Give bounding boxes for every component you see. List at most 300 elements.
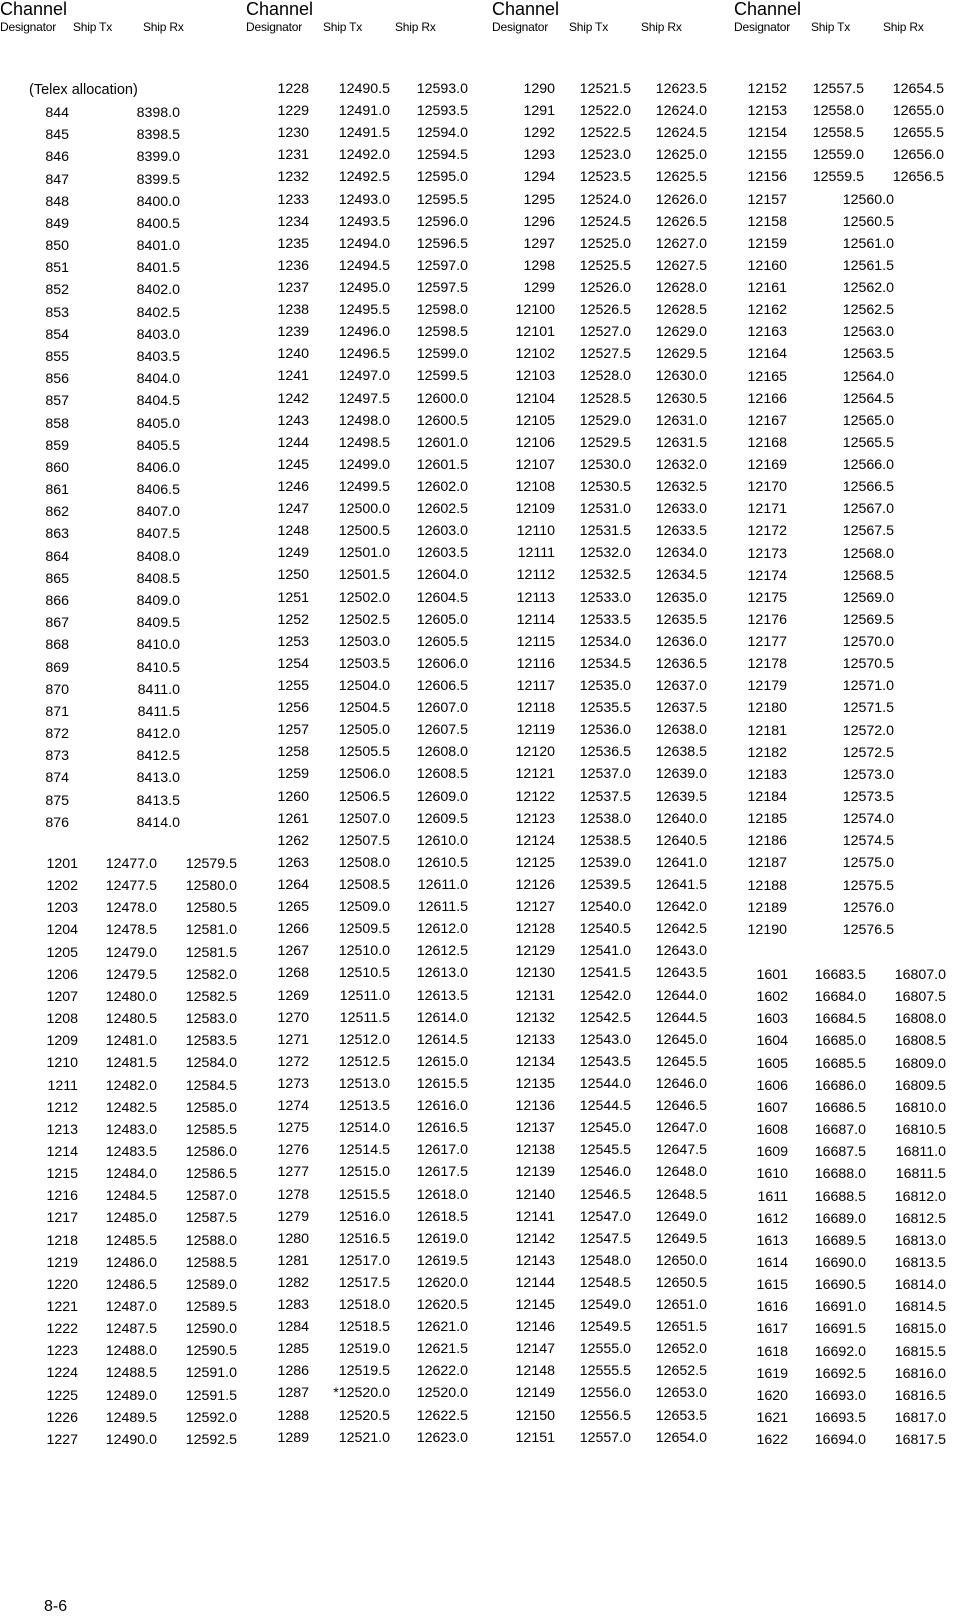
channel-designator: 1284 (277, 1319, 309, 1336)
ship-tx-frequency: 12479.5 (105, 966, 157, 983)
ship-rx-frequency: 12637.5 (655, 700, 707, 717)
ship-tx-frequency: 12510.5 (338, 965, 390, 982)
ship-rx-frequency: 12588.5 (185, 1254, 237, 1271)
ship-tx-frequency: 12564.0 (842, 368, 894, 385)
table-row (0, 545, 978, 567)
ship-tx-frequency: 8405.5 (136, 437, 180, 454)
ship-rx-frequency: 12588.0 (185, 1232, 237, 1249)
channel-designator: 1222 (46, 1321, 78, 1338)
table-row (0, 124, 978, 146)
table-row (0, 655, 978, 677)
ship-rx-frequency: 16815.5 (894, 1343, 946, 1360)
ship-tx-frequency: 12513.5 (338, 1098, 390, 1115)
ship-tx-frequency: 12493.0 (338, 191, 390, 208)
channel-designator: 12166 (747, 390, 787, 407)
ship-rx-frequency: 12630.0 (655, 368, 707, 385)
ship-rx-frequency: 12628.5 (655, 302, 707, 319)
ship-tx-frequency: 12533.0 (579, 589, 631, 606)
ship-tx-frequency: 12561.5 (842, 257, 894, 274)
ship-tx-frequency: 12570.5 (842, 656, 894, 673)
channel-designator: 1227 (46, 1431, 78, 1448)
column-header-2 (246, 0, 436, 34)
ship-tx-frequency: 12502.5 (338, 611, 390, 628)
channel-designator: 12155 (747, 147, 787, 164)
ship-rx-frequency: 12601.5 (416, 456, 468, 473)
channel-designator: 1274 (277, 1098, 309, 1115)
ship-rx-frequency: 12597.5 (416, 279, 468, 296)
table-row (0, 146, 978, 168)
ship-rx-frequency: 12591.5 (185, 1387, 237, 1404)
ship-rx-frequency: 12595.0 (416, 169, 468, 186)
channel-designator: 864 (45, 548, 69, 565)
ship-tx-frequency: 12555.5 (579, 1363, 631, 1380)
channel-designator: 1241 (277, 368, 309, 385)
ship-rx-frequency: 12600.0 (416, 390, 468, 407)
table-row (0, 235, 978, 257)
ship-rx-frequency: 12649.0 (655, 1208, 707, 1225)
channel-designator: 12104 (515, 390, 555, 407)
ship-tx-frequency: 8399.0 (136, 149, 180, 166)
ship-rx-frequency: 12612.5 (416, 943, 468, 960)
ship-tx-frequency: 12527.5 (579, 346, 631, 363)
ship-rx-frequency: 12620.5 (416, 1297, 468, 1314)
ship-rx-frequency: 12594.5 (416, 147, 468, 164)
ship-rx-frequency: 12579.5 (185, 856, 237, 872)
channel-designator: 1609 (756, 1144, 788, 1161)
channel-designator: 851 (45, 260, 69, 277)
ship-rx-frequency: 12626.0 (655, 191, 707, 208)
channel-designator: 876 (45, 814, 69, 831)
ship-rx-frequency: 12581.5 (185, 944, 237, 961)
ship-tx-frequency: 12537.0 (579, 766, 631, 783)
channel-designator: 863 (45, 526, 69, 543)
channel-designator: 12165 (747, 368, 787, 385)
channel-designator: 1252 (277, 611, 309, 628)
ship-rx-frequency: 12639.5 (655, 788, 707, 805)
ship-tx-frequency: 12534.5 (579, 655, 631, 672)
channel-designator: 1297 (523, 235, 555, 252)
table-row (0, 1032, 978, 1054)
ship-tx-frequency: 12557.0 (579, 1429, 631, 1446)
ship-tx-frequency: 12537.5 (579, 788, 631, 805)
channel-designator: 1282 (277, 1274, 309, 1291)
table-row (0, 1143, 978, 1165)
channel-designator: 12119 (516, 722, 555, 739)
ship-tx-frequency: 12576.0 (842, 899, 894, 916)
ship-rx-frequency: 12624.5 (655, 125, 707, 142)
ship-rx-frequency: 12640.5 (655, 832, 707, 849)
ship-rx-frequency: 12611.5 (417, 899, 468, 916)
channel-designator: 12101 (515, 324, 555, 341)
ship-rx-frequency: 12631.0 (655, 412, 707, 429)
ship-tx-frequency: 12501.5 (338, 567, 390, 584)
channel-designator: 1253 (277, 633, 309, 650)
channel-designator: 12158 (747, 213, 787, 230)
ship-tx-frequency: 12514.5 (338, 1142, 390, 1159)
ship-tx-frequency: 16688.5 (814, 1188, 866, 1205)
channel-designator: 1280 (277, 1230, 309, 1247)
channel-designator: 1250 (277, 567, 309, 584)
ship-tx-frequency: 12534.0 (579, 633, 631, 650)
channel-designator: 12128 (515, 921, 555, 938)
ship-rx-frequency: 12582.0 (185, 966, 237, 983)
ship-tx-frequency: 12508.5 (338, 876, 390, 893)
ship-tx-frequency: 16691.0 (814, 1299, 866, 1316)
header-ship-rx: Ship Rx (395, 20, 436, 34)
channel-designator: 1224 (46, 1365, 78, 1382)
ship-tx-frequency: 12499.5 (338, 478, 390, 495)
ship-tx-frequency: 12563.0 (842, 324, 894, 341)
channel-designator: 1275 (277, 1120, 309, 1137)
ship-tx-frequency: 12558.5 (812, 125, 864, 142)
ship-rx-frequency: 12589.5 (185, 1299, 237, 1315)
ship-tx-frequency: 8401.5 (136, 260, 180, 277)
table-row (0, 522, 978, 544)
ship-tx-frequency: 8402.5 (136, 304, 180, 321)
ship-tx-frequency: 12525.0 (579, 235, 631, 252)
ship-rx-frequency: 12646.0 (655, 1075, 707, 1092)
ship-tx-frequency: 12571.5 (842, 700, 894, 717)
ship-rx-frequency: 16815.0 (894, 1321, 946, 1338)
table-row (0, 80, 978, 102)
ship-rx-frequency: 16808.0 (894, 1011, 946, 1028)
ship-tx-frequency: 12530.0 (579, 456, 631, 473)
channel-designator: 12170 (747, 479, 787, 496)
ship-tx-frequency: 12493.5 (338, 213, 390, 230)
channel-designator: 846 (45, 149, 69, 166)
channel-designator: 1602 (756, 989, 788, 1006)
channel-designator: 1228 (277, 81, 309, 97)
table-row (0, 412, 978, 434)
channel-designator: 1255 (277, 677, 309, 694)
ship-rx-frequency: 12605.0 (416, 611, 468, 628)
channel-designator: 1291 (523, 103, 555, 120)
ship-rx-frequency: 12625.5 (655, 169, 707, 186)
table-row (0, 1165, 978, 1187)
ship-rx-frequency: 12641.0 (655, 854, 707, 871)
ship-tx-frequency: 8414.0 (136, 814, 180, 831)
channel-designator: 874 (45, 770, 69, 787)
ship-tx-frequency: 12508.0 (338, 854, 390, 871)
channel-designator: 12112 (516, 567, 555, 584)
channel-designator: 12169 (747, 457, 787, 474)
channel-designator: 867 (45, 615, 69, 632)
ship-tx-frequency: 8410.5 (136, 659, 180, 676)
ship-rx-frequency: 12634.5 (655, 567, 707, 584)
channel-designator: 1218 (46, 1232, 78, 1249)
ship-rx-frequency: 12615.0 (416, 1053, 468, 1070)
ship-tx-frequency: 12478.5 (105, 922, 157, 939)
ship-tx-frequency: 12521.0 (338, 1429, 390, 1446)
channel-designator: 850 (45, 238, 69, 255)
ship-tx-frequency: 12503.0 (338, 633, 390, 650)
ship-tx-frequency: 12517.0 (338, 1252, 390, 1269)
ship-tx-frequency: 12523.5 (579, 169, 631, 186)
header-title: Channel (492, 0, 560, 19)
channel-designator: 1610 (756, 1166, 788, 1183)
channel-designator: 1293 (523, 147, 555, 164)
channel-designator: 12175 (747, 589, 787, 606)
ship-tx-frequency: 12482.0 (105, 1077, 157, 1094)
ship-tx-frequency: 12515.5 (338, 1186, 390, 1203)
ship-rx-frequency: 12604.0 (416, 567, 468, 584)
table-row (0, 988, 978, 1010)
channel-designator: 1243 (277, 412, 309, 429)
ship-tx-frequency: 12503.5 (338, 655, 390, 672)
table-row (0, 942, 978, 964)
channel-designator: 12126 (515, 876, 555, 893)
ship-rx-frequency: 12606.5 (416, 677, 468, 694)
ship-rx-frequency: 12607.0 (416, 700, 468, 717)
ship-tx-frequency: 12538.0 (579, 810, 631, 827)
ship-tx-frequency: 12496.0 (338, 324, 390, 341)
channel-designator: 1248 (277, 523, 309, 540)
ship-rx-frequency: 12613.5 (416, 987, 468, 1004)
ship-tx-frequency: 12506.5 (338, 788, 390, 805)
channel-designator: 1279 (277, 1208, 309, 1225)
channel-designator: 1236 (277, 257, 309, 274)
table-row (0, 1232, 978, 1254)
ship-tx-frequency: 12543.5 (579, 1053, 631, 1070)
ship-tx-frequency: 12516.0 (338, 1208, 390, 1225)
channel-designator: 871 (45, 703, 69, 720)
channel-designator: 1611 (757, 1188, 788, 1205)
ship-tx-frequency: 8399.5 (136, 171, 180, 188)
channel-designator: 847 (45, 171, 69, 188)
ship-tx-frequency: 16692.5 (814, 1365, 866, 1382)
ship-tx-frequency: 12549.5 (579, 1319, 631, 1336)
ship-tx-frequency: 12527.0 (579, 324, 631, 341)
channel-designator: 1298 (523, 257, 555, 274)
ship-tx-frequency: 12485.5 (105, 1232, 157, 1249)
page-number: 8-6 (44, 1598, 68, 1615)
ship-rx-frequency: 12648.5 (655, 1186, 707, 1203)
ship-rx-frequency: 16816.5 (894, 1387, 946, 1404)
ship-tx-frequency: 12565.5 (842, 434, 894, 451)
channel-designator: 1617 (756, 1321, 788, 1338)
ship-tx-frequency: 12572.5 (842, 744, 894, 761)
ship-rx-frequency: 12610.5 (416, 854, 468, 871)
channel-designator: 1238 (277, 302, 309, 319)
channel-designator: 12127 (515, 899, 555, 916)
channel-designator: 873 (45, 748, 69, 765)
ship-rx-frequency: 16814.0 (894, 1277, 946, 1294)
ship-rx-frequency: 12619.0 (416, 1230, 468, 1247)
channel-designator: 858 (45, 415, 69, 432)
channel-designator: 857 (45, 393, 69, 410)
ship-tx-frequency: 12523.0 (579, 147, 631, 164)
ship-rx-frequency: 16809.5 (894, 1077, 946, 1094)
channel-designator: 855 (45, 348, 69, 365)
channel-designator: 12160 (747, 257, 787, 274)
ship-rx-frequency: 16812.5 (894, 1210, 946, 1227)
channel-designator: 12174 (747, 567, 787, 584)
ship-rx-frequency: 12621.5 (416, 1341, 468, 1358)
table-row (0, 434, 978, 456)
ship-rx-frequency: 12642.5 (655, 921, 707, 938)
ship-rx-frequency: 12592.5 (185, 1431, 237, 1448)
channel-designator: 849 (45, 215, 69, 232)
ship-tx-frequency: 12568.5 (842, 567, 894, 584)
channel-designator: 12182 (747, 744, 787, 761)
channel-designator: 12134 (515, 1053, 555, 1070)
ship-rx-frequency: 12654.0 (655, 1429, 707, 1446)
channel-designator: 12179 (747, 678, 787, 695)
channel-designator: 12150 (515, 1407, 555, 1424)
ship-rx-frequency: 12645.0 (655, 1031, 707, 1048)
ship-rx-frequency: 12608.5 (416, 766, 468, 783)
ship-rx-frequency: 12610.0 (416, 832, 468, 849)
table-row (0, 1210, 978, 1232)
ship-tx-frequency: 12543.0 (579, 1031, 631, 1048)
channel-designator: 1281 (277, 1252, 309, 1269)
ship-tx-frequency: 12569.5 (842, 611, 894, 628)
ship-rx-frequency: 12598.0 (416, 302, 468, 319)
channel-designator: 1261 (277, 810, 309, 827)
channel-designator: 12116 (516, 655, 555, 672)
table-row (0, 1343, 978, 1365)
ship-rx-frequency: 12607.5 (416, 722, 468, 739)
ship-tx-frequency: 8412.0 (136, 726, 180, 743)
ship-rx-frequency: 12628.0 (655, 279, 707, 296)
ship-tx-frequency: 12558.0 (812, 103, 864, 120)
ship-tx-frequency: 12481.5 (105, 1055, 157, 1072)
ship-rx-frequency: 12643.0 (655, 943, 707, 960)
channel-designator: 1606 (756, 1077, 788, 1094)
table-row (0, 1276, 978, 1298)
table-row (0, 921, 978, 943)
channel-designator: 1271 (277, 1031, 309, 1048)
ship-tx-frequency: 12492.0 (338, 147, 390, 164)
ship-tx-frequency: 16690.5 (814, 1277, 866, 1294)
channel-designator: 1203 (46, 900, 78, 917)
table-row (0, 1077, 978, 1099)
ship-tx-frequency: 12505.5 (338, 744, 390, 761)
channel-designator: 12140 (515, 1186, 555, 1203)
ship-tx-frequency: 12486.0 (105, 1254, 157, 1271)
ship-rx-frequency: 12587.0 (185, 1188, 237, 1205)
ship-tx-frequency: 12477.5 (105, 878, 157, 895)
ship-tx-frequency: 12510.0 (338, 943, 390, 960)
ship-tx-frequency: 12530.5 (579, 478, 631, 495)
channel-designator: 12161 (747, 280, 787, 297)
header-title: Channel (246, 0, 314, 19)
channel-designator: 1263 (277, 854, 309, 871)
ship-rx-frequency: 12640.0 (655, 810, 707, 827)
channel-designator: 12176 (747, 611, 787, 628)
ship-tx-frequency: 12525.5 (579, 257, 631, 274)
ship-tx-frequency: 12569.0 (842, 589, 894, 606)
ship-rx-frequency: 12585.0 (185, 1099, 237, 1116)
ship-rx-frequency: 12583.5 (185, 1033, 237, 1050)
ship-tx-frequency: 8409.5 (136, 615, 180, 632)
ship-rx-frequency: 12591.0 (185, 1365, 237, 1382)
ship-tx-frequency: 8407.5 (136, 526, 180, 543)
channel-designator: 12115 (516, 633, 555, 650)
channel-designator: 1607 (756, 1099, 788, 1116)
channel-designator: 1207 (46, 988, 78, 1005)
table-row (0, 390, 978, 412)
channel-designator: 866 (45, 592, 69, 609)
channel-designator: 1234 (277, 213, 309, 230)
ship-rx-frequency: 12596.0 (416, 213, 468, 230)
ship-rx-frequency: 12600.5 (416, 412, 468, 429)
channel-designator: 1215 (46, 1166, 78, 1183)
channel-designator: 862 (45, 504, 69, 521)
ship-rx-frequency: 12590.5 (185, 1343, 237, 1360)
channel-designator: 12188 (747, 877, 787, 894)
ship-tx-frequency: 12526.5 (579, 302, 631, 319)
channel-designator: 12167 (747, 412, 787, 429)
table-row (0, 368, 978, 390)
ship-rx-frequency: 12633.0 (655, 501, 707, 518)
ship-rx-frequency: 12622.5 (416, 1407, 468, 1424)
ship-rx-frequency: 16808.5 (894, 1033, 946, 1050)
ship-tx-frequency: 16688.0 (814, 1166, 866, 1183)
ship-rx-frequency: 12606.0 (416, 655, 468, 672)
channel-designator: 1283 (277, 1297, 309, 1314)
ship-rx-frequency: 12589.0 (185, 1276, 237, 1293)
channel-designator: 1216 (46, 1188, 78, 1205)
ship-tx-frequency: 12482.5 (105, 1099, 157, 1116)
ship-rx-frequency: 12634.0 (655, 545, 707, 562)
channel-designator: 12173 (747, 545, 787, 562)
ship-rx-frequency: 16817.0 (894, 1410, 946, 1426)
channel-designator: 12154 (747, 125, 787, 142)
channel-designator: 12159 (747, 235, 787, 252)
channel-designator: 1254 (277, 655, 309, 672)
channel-designator: 1225 (46, 1387, 78, 1404)
channel-designator: 1276 (277, 1142, 309, 1159)
ship-rx-frequency: 12649.5 (655, 1230, 707, 1247)
ship-tx-frequency: 12496.5 (338, 346, 390, 363)
channel-designator: 845 (45, 127, 69, 144)
channel-designator: 12108 (515, 478, 555, 495)
ship-tx-frequency: 12490.0 (105, 1431, 157, 1448)
table-row (0, 1099, 978, 1121)
ship-tx-frequency: 12487.0 (105, 1299, 157, 1315)
channel-designator: 869 (45, 659, 69, 676)
channel-designator: 1219 (46, 1254, 78, 1271)
ship-tx-frequency: 12559.5 (812, 169, 864, 186)
ship-tx-frequency: 16689.0 (814, 1210, 866, 1227)
ship-tx-frequency: 12492.5 (338, 169, 390, 186)
ship-tx-frequency: 12531.0 (579, 501, 631, 518)
ship-tx-frequency: 12519.5 (338, 1363, 390, 1380)
ship-tx-frequency: 12574.5 (842, 833, 894, 850)
channel-designator: 1259 (277, 766, 309, 783)
ship-rx-frequency: 12627.5 (655, 257, 707, 274)
ship-tx-frequency: 8413.0 (136, 770, 180, 787)
header-title: Channel (0, 0, 68, 19)
ship-rx-frequency: 12644.0 (655, 987, 707, 1004)
channel-designator: 1246 (277, 478, 309, 495)
channel-designator: 1204 (46, 922, 78, 939)
ship-tx-frequency: 12528.0 (579, 368, 631, 385)
channel-designator: 1272 (277, 1053, 309, 1070)
channel-designator: 1244 (277, 434, 309, 451)
ship-tx-frequency: 12509.0 (338, 899, 390, 916)
ship-tx-frequency: 16694.0 (814, 1432, 866, 1449)
ship-rx-frequency: 12611.0 (417, 876, 468, 893)
ship-tx-frequency: 12547.5 (579, 1230, 631, 1247)
channel-designator: 12103 (515, 368, 555, 385)
channel-designator: 12137 (515, 1120, 555, 1137)
channel-designator: 12100 (515, 302, 555, 319)
channel-designator: 1299 (523, 279, 555, 296)
channel-designator: 1294 (523, 169, 555, 186)
ship-tx-frequency: 12514.0 (338, 1120, 390, 1137)
